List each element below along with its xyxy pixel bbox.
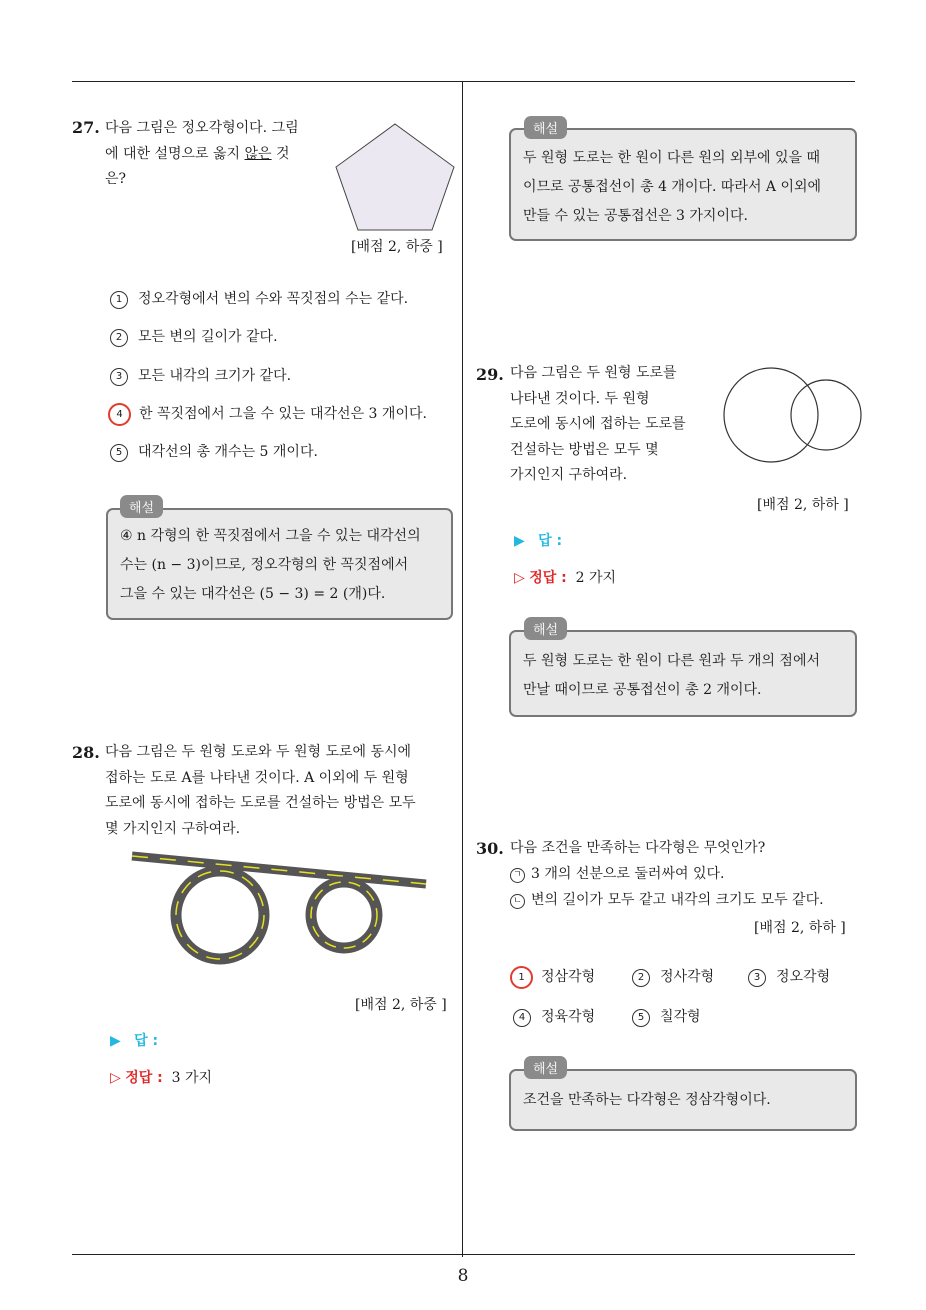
explanation-tag: 해설 xyxy=(524,116,567,139)
explanation-tag: 해설 xyxy=(524,1056,567,1079)
condition-list xyxy=(510,861,824,913)
blue-triangle-icon: ▶ xyxy=(110,1033,121,1049)
explanation-text: 두 원형 도로는 한 원이 다른 원과 두 개의 점에서 만날 때이므로 공통접선이 총 2 개이다. xyxy=(523,653,821,698)
underlined-emphasis: 않은 xyxy=(244,145,272,162)
explanation-box xyxy=(509,630,857,717)
question-number: 29. xyxy=(476,365,504,384)
score-meta: [배점 2, 하하 ] xyxy=(757,497,849,513)
explanation-text: 조건을 만족하는 다각형은 정삼각형이다. xyxy=(523,1092,771,1108)
explanation-text: ④ n 각형의 한 꼭짓점에서 그을 수 있는 대각선의 수는 (n − 3)이므로, 정오각형의 한 꼭짓점에서 그을 수 있는 대각선은 (5 − 3) = 2 (개)다. xyxy=(120,528,421,602)
question-number: 28. xyxy=(72,743,100,762)
option-marker: 5 xyxy=(632,1009,650,1027)
question-text: 다음 그림은 두 원형 도로를 나타낸 것이다. 두 원형 도로에 동시에 접하는 도로를 건설하는 방법은 모두 몇 가지인지 구하여라. xyxy=(510,365,686,483)
answer-row: ▶ 답 : xyxy=(514,533,563,549)
option-3[interactable]: 3 모든 내각의 크기가 같다. xyxy=(110,365,291,387)
option-marker: 3 xyxy=(110,368,128,386)
option-marker: 3 xyxy=(748,969,766,987)
question-text: 다음 그림은 정오각형이다. 그림 에 대한 설명으로 옳지 않은 것 은? xyxy=(105,120,299,187)
question-text: 다음 그림은 두 원형 도로와 두 원형 도로에 동시에 접하는 도로 A를 나타낸 것이다. A 이외에 두 원형 도로에 동시에 접하는 도로를 건설하는 방법은 모두 몇 가지인지 구하여라. xyxy=(105,744,416,837)
option-4[interactable]: 4 정육각형 xyxy=(513,1006,595,1028)
option-3[interactable]: 3 정오각형 xyxy=(748,966,830,988)
page-number: 8 xyxy=(457,1266,469,1286)
condition-item: ㄱ 3 개의 선분으로 둘러싸여 있다. xyxy=(510,861,824,887)
option-5[interactable]: 5 대각선의 총 개수는 5 개이다. xyxy=(110,441,318,463)
column-divider xyxy=(462,82,463,1257)
option-1-selected[interactable]: 1 정삼각형 xyxy=(512,966,595,989)
score-meta: [배점 2, 하중 ] xyxy=(355,997,447,1013)
score-meta: [배점 2, 하중 ] xyxy=(351,239,443,255)
intersecting-circles-figure xyxy=(716,363,862,463)
roads-figure xyxy=(128,848,433,968)
explanation-box xyxy=(106,508,453,620)
question-number: 30. xyxy=(476,839,504,858)
explanation-tag: 해설 xyxy=(120,495,163,518)
score-meta: [배점 2, 하하 ] xyxy=(754,920,846,936)
condition-marker: ㄴ xyxy=(510,894,525,909)
selected-option-marker: 1 xyxy=(510,966,533,989)
option-marker: 1 xyxy=(110,291,128,309)
correct-answer-row: ▷ 정답 : 3 가지 xyxy=(110,1070,213,1086)
red-triangle-icon: ▷ xyxy=(514,570,525,586)
option-marker: 4 xyxy=(513,1009,531,1027)
option-marker: 2 xyxy=(110,329,128,347)
explanation-tag: 해설 xyxy=(524,617,567,640)
bottom-rule xyxy=(72,1254,855,1255)
option-marker: 5 xyxy=(110,444,128,462)
pentagon-figure xyxy=(332,120,462,234)
explanation-box-28 xyxy=(509,128,857,241)
red-triangle-icon: ▷ xyxy=(110,1070,121,1086)
blue-triangle-icon: ▶ xyxy=(514,533,525,549)
correct-answer-row: ▷ 정답 : 2 가지 xyxy=(514,570,617,586)
option-5[interactable]: 5 칠각형 xyxy=(632,1006,701,1028)
explanation-text: 두 원형 도로는 한 원이 다른 원의 외부에 있을 때 이므로 공통접선이 총 4 개이다. 따라서 A 이외에 만들 수 있는 공통접선은 3 가지이다. xyxy=(523,150,822,224)
option-4-selected[interactable]: 4 한 꼭짓점에서 그을 수 있는 대각선은 3 개이다. xyxy=(110,403,427,426)
condition-marker: ㄱ xyxy=(510,868,525,883)
question-text: 다음 조건을 만족하는 다각형은 무엇인가? xyxy=(510,840,766,856)
selected-option-marker: 4 xyxy=(108,403,131,426)
top-rule xyxy=(72,81,855,82)
option-2[interactable]: 2 모든 변의 길이가 같다. xyxy=(110,326,278,348)
option-2[interactable]: 2 정사각형 xyxy=(632,966,714,988)
option-marker: 2 xyxy=(632,969,650,987)
condition-item: ㄴ 변의 길이가 모두 같고 내각의 크기도 모두 같다. xyxy=(510,887,824,913)
question-number: 27. xyxy=(72,118,100,137)
answer-row: ▶ 답 : xyxy=(110,1033,159,1049)
option-1[interactable]: 1 정오각형에서 변의 수와 꼭짓점의 수는 같다. xyxy=(110,288,408,310)
